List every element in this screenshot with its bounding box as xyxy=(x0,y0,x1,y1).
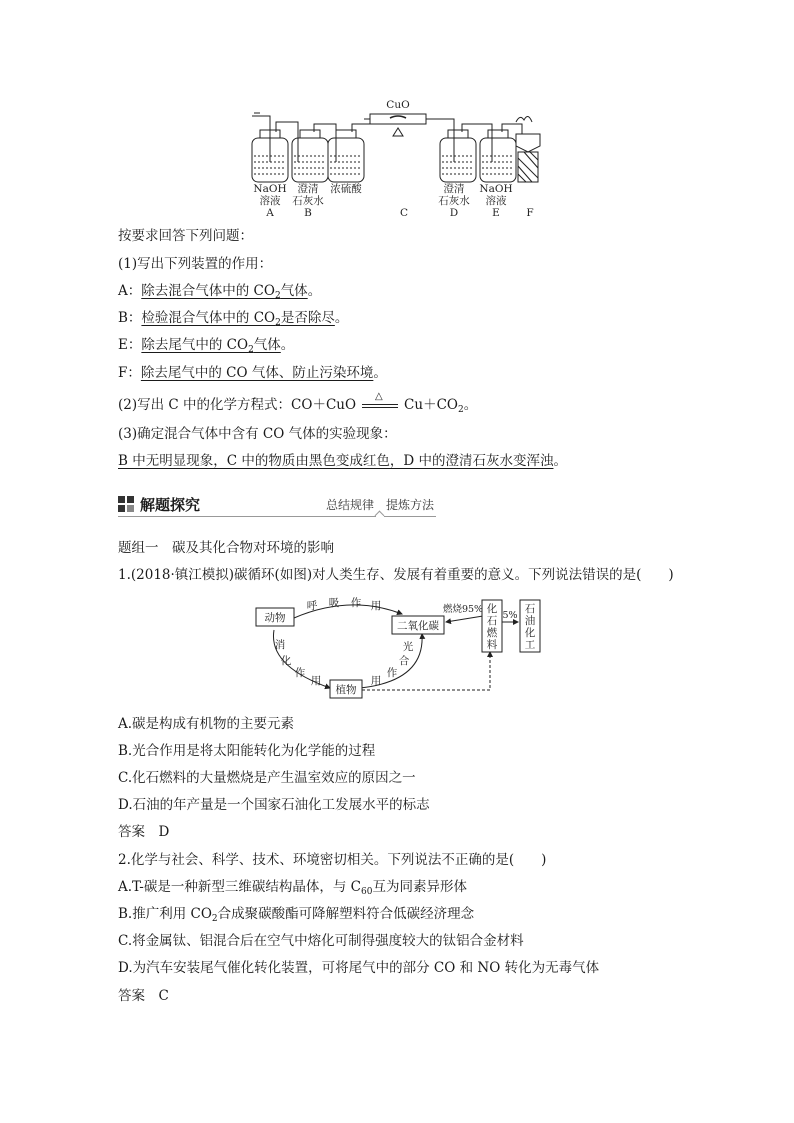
photo-4: 用 xyxy=(370,675,382,687)
q1-e-pre: 除去尾气中的 CO xyxy=(141,337,249,353)
q1-a-end: 。 xyxy=(307,283,322,299)
intro-text: 按要求回答下列问题： xyxy=(118,228,253,244)
q3-prompt: (3)确定混合气体中含有 CO 气体的实验现象： xyxy=(118,426,397,442)
q1-answer-e xyxy=(118,335,294,355)
digestion-1: 消 xyxy=(274,639,286,651)
bottle-b-name2: 石灰水 xyxy=(292,195,324,207)
digestion-4: 用 xyxy=(310,675,322,687)
tube-c-letter: C xyxy=(399,207,409,219)
digestion-3: 作 xyxy=(294,667,306,679)
q3-answer: B 中无明显现象，C 中的物质由黑色变成红色，D 中的澄清石灰水变浑浊 xyxy=(118,453,554,469)
section-subtitle: 总结规律 提炼方法 xyxy=(326,498,435,512)
q1-answer-a xyxy=(118,281,321,301)
problem2-answer: 答案 C xyxy=(118,988,169,1004)
petro-char-1: 石 xyxy=(524,603,536,615)
respiration-4: 用 xyxy=(370,600,382,612)
problem2-option-d: D.为汽车安装尾气催化转化装置，可将尾气中的部分 CO 和 NO 转化为无毒气体 xyxy=(118,960,600,976)
problem2-b-pre: B.推广利用 CO xyxy=(118,906,212,922)
q3-line xyxy=(118,451,567,471)
q1-a-pre: 除去混合气体中的 CO xyxy=(141,283,275,299)
section-title: 解题探究 xyxy=(140,496,201,514)
bottle-d-name2: 石灰水 xyxy=(438,195,470,207)
q1-f-end: 。 xyxy=(373,365,387,381)
bottle-b-letter: B xyxy=(304,207,312,219)
respiration-1: 呼 xyxy=(306,600,318,612)
fossil-char-1: 化 xyxy=(486,603,498,615)
q2-right-pre: Cu＋CO xyxy=(404,397,458,413)
animal-label: 动物 xyxy=(264,612,286,624)
q2-arrow xyxy=(360,390,400,413)
q2-cond: △ xyxy=(375,390,383,402)
q1-a-sub: 2 xyxy=(274,291,281,301)
bottle-a-name2: 溶液 xyxy=(259,195,281,207)
problem1-option-c: C.化石燃料的大量燃烧是产生温室效应的原因之一 xyxy=(118,770,416,786)
problem1-option-b: B.光合作用是将太阳能转化为化学能的过程 xyxy=(118,743,376,759)
bottle-d-letter: D xyxy=(449,207,459,219)
problem2-stem: 2.化学与社会、科学、技术、环境密切相关。下列说法不正确的是( ) xyxy=(118,852,547,868)
section-header xyxy=(118,494,436,518)
respiration-3: 作 xyxy=(350,597,362,609)
carbon-cycle-diagram xyxy=(250,596,550,706)
bottle-a-letter: A xyxy=(266,207,274,219)
q1-e-post: 气体 xyxy=(253,337,281,353)
problem2-option-b xyxy=(118,904,474,924)
fossil-char-3: 燃 xyxy=(486,627,498,639)
bottle-a-name: NaOH xyxy=(253,183,287,195)
q1-a-answer xyxy=(141,283,307,299)
q1-prompt: (1)写出下列装置的作用： xyxy=(118,256,273,272)
petro-char-2: 油 xyxy=(524,615,536,627)
bottle-e-name2: 溶液 xyxy=(485,195,507,207)
q2-right-sub: 2 xyxy=(457,405,464,415)
problem2-b-post: 合成聚碳酸酯可降解塑料符合低碳经济理念 xyxy=(217,906,475,922)
cuo-label: CuO xyxy=(386,99,410,111)
pct5-label: 5% xyxy=(502,610,518,621)
bottle-e-letter: E xyxy=(492,207,500,219)
problem1-stem: 1.(2018·镇江模拟)碳循环(如图)对人类生存、发展有着重要的意义。下列说法错误的是( ) xyxy=(118,567,674,583)
section-divider xyxy=(118,516,376,517)
respiration-2: 吸 xyxy=(328,597,340,609)
bottle-b-name: 澄清 xyxy=(297,183,319,195)
q2-prompt: (2)写出 C 中的化学方程式： xyxy=(118,397,292,413)
problem2-option-c: C.将金属钛、铝混合后在空气中熔化可制得强度较大的钛铝合金材料 xyxy=(118,933,524,949)
q1-a-post: 气体 xyxy=(280,283,308,299)
q1-e-sub: 2 xyxy=(248,345,254,355)
bottle-d-name: 澄清 xyxy=(443,183,465,195)
problem1-answer: 答案 D xyxy=(118,824,170,840)
fossil-char-2: 石 xyxy=(486,615,498,627)
problem2-b-sub: 2 xyxy=(211,914,218,924)
group1-title: 题组一 碳及其化合物对环境的影响 xyxy=(118,540,334,556)
fossil-char-4: 料 xyxy=(486,639,498,651)
bottle-e-name: NaOH xyxy=(479,183,513,195)
q1-answer-b xyxy=(118,308,348,328)
digestion-2: 化 xyxy=(280,655,292,667)
photo-2: 合 xyxy=(398,655,410,667)
problem1-option-d: D.石油的年产量是一个国家石油化工发展水平的标志 xyxy=(118,797,430,813)
bottle-h2so4-name: 浓硫酸 xyxy=(330,183,362,195)
q1-answer-f xyxy=(118,363,387,383)
section-divider-right xyxy=(384,516,436,517)
petro-char-4: 工 xyxy=(524,639,536,651)
q1-b-answer xyxy=(141,310,334,326)
q1-b-post: 是否除尽 xyxy=(280,310,335,326)
co2-label: 二氧化碳 xyxy=(397,620,439,632)
q1-e-end: 。 xyxy=(280,337,295,353)
problem2-a-sub: 60 xyxy=(361,887,373,897)
q2-line xyxy=(118,390,478,415)
q1-f-answer: 除去尾气中的 CO 气体、防止污染环境 xyxy=(140,365,374,381)
photo-3: 作 xyxy=(386,667,398,679)
q1-b-pre: 检验混合气体中的 CO xyxy=(141,310,276,326)
q1-e-answer xyxy=(141,337,280,353)
q3-end: 。 xyxy=(553,453,567,469)
q1-b-label: B： xyxy=(118,310,142,326)
q1-e-label: E： xyxy=(118,337,142,353)
section-icon xyxy=(118,496,134,512)
petro-char-3: 化 xyxy=(524,627,536,639)
plant-label: 植物 xyxy=(335,684,357,696)
problem2-a-pre: A.T-碳是一种新型三维碳结构晶体，与 C xyxy=(118,879,361,895)
equals-sign-icon xyxy=(362,404,398,408)
q2-left: CO＋CuO xyxy=(291,397,357,413)
burner-f-letter: F xyxy=(526,207,534,219)
q2-end: 。 xyxy=(463,397,478,413)
problem1-option-a: A.碳是构成有机物的主要元素 xyxy=(118,716,295,732)
q1-b-sub: 2 xyxy=(275,318,281,328)
problem2-a-post: 互为同素异形体 xyxy=(372,879,467,895)
photo-1: 光 xyxy=(402,641,414,653)
q1-a-label: A： xyxy=(118,283,142,299)
q1-f-label: F： xyxy=(118,365,141,381)
apparatus-diagram xyxy=(240,94,560,222)
problem2-option-a xyxy=(118,877,467,897)
q1-b-end: 。 xyxy=(334,310,349,326)
burn-label: 燃烧95% xyxy=(442,604,484,615)
